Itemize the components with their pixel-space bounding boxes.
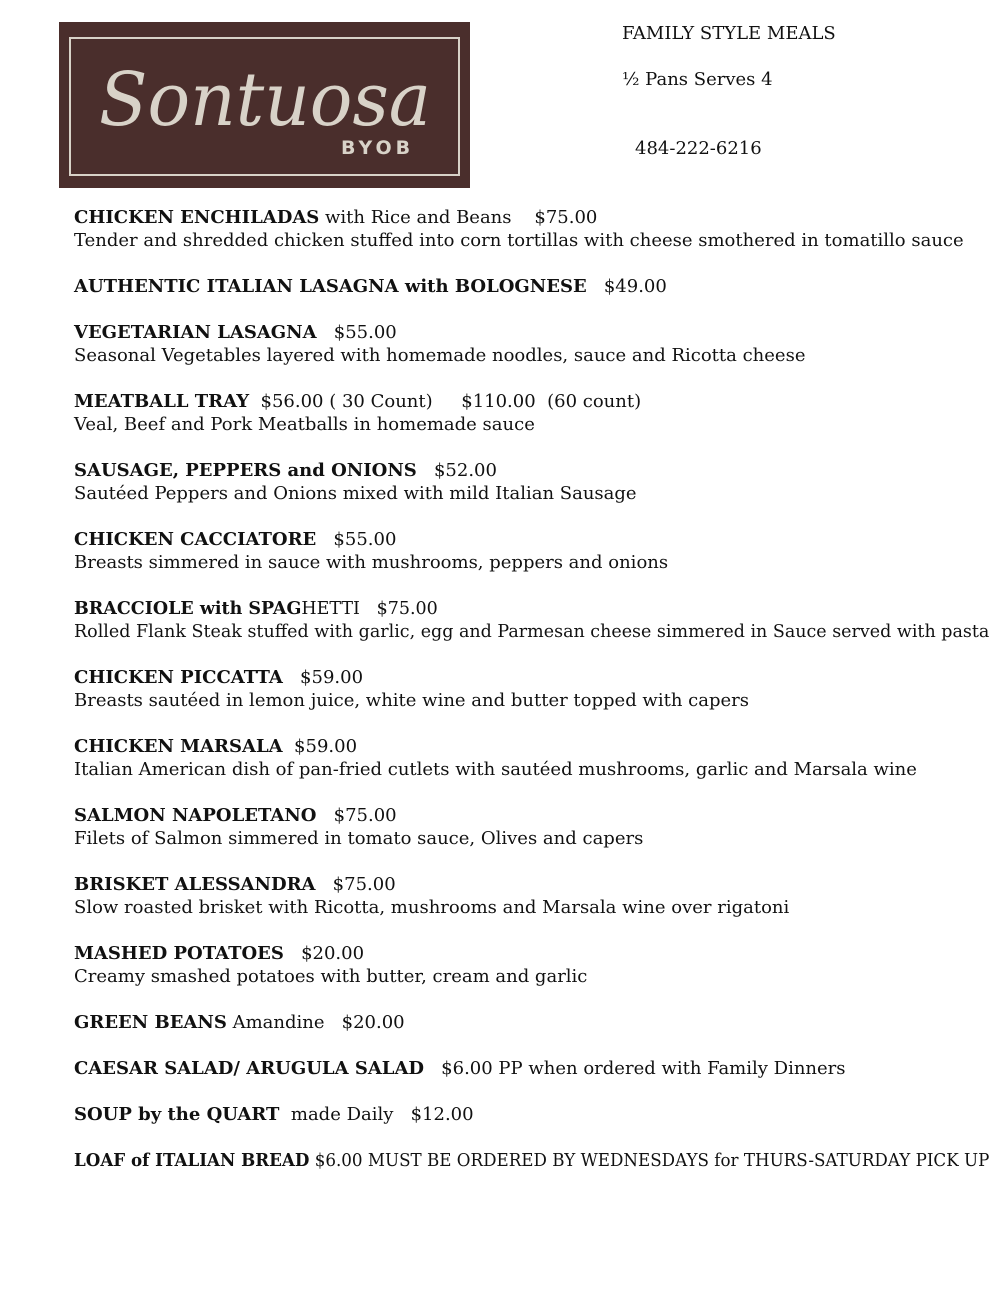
item-price: $49.00 (586, 276, 667, 297)
item-name: CAESAR SALAD/ ARUGULA SALAD (74, 1058, 425, 1079)
menu-item (74, 1011, 405, 1034)
item-price: $20.00 (283, 943, 365, 964)
menu-title: FAMILY STYLE MEALS (622, 23, 836, 44)
item-price: Amandine $20.00 (226, 1012, 405, 1033)
item-description: Rolled Flank Steak stuffed with garlic, egg and Parmesan cheese simmered in Sauce served with pasta (74, 621, 990, 642)
logo-wordmark: Sontuosa (99, 57, 431, 143)
item-description: Slow roasted brisket with Ricotta, mushrooms and Marsala wine over rigatoni (74, 897, 790, 918)
menu-item (74, 942, 587, 988)
menu-item (74, 873, 789, 919)
item-price: $59.00 (282, 667, 364, 688)
menu-item (74, 206, 964, 252)
item-name: CHICKEN MARSALA (74, 736, 283, 757)
menu-item (74, 804, 643, 850)
menu-item (74, 459, 637, 505)
item-description: Tender and shredded chicken stuffed into corn tortillas with cheese smothered in tomatillo sauce (74, 230, 964, 251)
item-name: BRACCIOLE with SPAG (74, 598, 302, 619)
item-description: Filets of Salmon simmered in tomato sauce, Olives and capers (74, 828, 644, 849)
menu-item (74, 321, 805, 367)
phone-number[interactable]: 484-222-6216 (635, 138, 762, 159)
menu-item (74, 735, 917, 781)
item-name: SAUSAGE, PEPPERS and ONIONS (74, 460, 417, 481)
item-name: SALMON NAPOLETANO (74, 805, 317, 826)
item-description: Sautéed Peppers and Onions mixed with mild Italian Sausage (74, 483, 637, 504)
item-name: MEATBALL TRAY (74, 391, 250, 412)
menu-item (74, 1103, 474, 1126)
item-description: Breasts simmered in sauce with mushrooms, peppers and onions (74, 552, 669, 573)
item-description: Seasonal Vegetables layered with homemade noodles, sauce and Ricotta cheese (74, 345, 806, 366)
item-name: MASHED POTATOES (74, 943, 284, 964)
item-description: Breasts sautéed in lemon juice, white wine and butter topped with capers (74, 690, 749, 711)
menu-item (74, 528, 668, 574)
menu-item (74, 1149, 989, 1172)
item-price: $6.00 MUST BE ORDERED BY WEDNESDAYS for THURS-SATURDAY PICK UP (309, 1150, 990, 1171)
item-name: CHICKEN CACCIATORE (74, 529, 317, 550)
item-name: BRISKET ALESSANDRA (74, 874, 316, 895)
item-price: $75.00 (315, 874, 396, 895)
item-name: SOUP by the QUART (74, 1104, 280, 1125)
item-name: AUTHENTIC ITALIAN LASAGNA with BOLOGNESE (74, 276, 587, 297)
item-price: $55.00 (316, 322, 397, 343)
item-price: $52.00 (416, 460, 497, 481)
item-description: Creamy smashed potatoes with butter, cream and garlic (74, 966, 588, 987)
logo-wordmark-graphic (59, 22, 470, 188)
item-price: with Rice and Beans $75.00 (319, 207, 598, 228)
sontuosa-logo (59, 22, 470, 188)
menu-item (74, 597, 989, 643)
menu-item (74, 390, 641, 436)
item-price: HETTI $75.00 (301, 598, 438, 619)
item-price: made Daily $12.00 (279, 1104, 474, 1125)
item-name: GREEN BEANS (74, 1012, 227, 1033)
item-price: $75.00 (316, 805, 397, 826)
item-price: $55.00 (316, 529, 397, 550)
item-description: Veal, Beef and Pork Meatballs in homemade sauce (74, 414, 535, 435)
item-name: LOAF of ITALIAN BREAD (74, 1150, 310, 1171)
item-price: $56.00 ( 30 Count) $110.00 (60 count) (249, 391, 642, 412)
item-description: Italian American dish of pan-fried cutlets with sautéed mushrooms, garlic and Marsala wine (74, 759, 917, 780)
item-name: CHICKEN ENCHILADAS (74, 207, 320, 228)
item-name: CHICKEN PICCATTA (74, 667, 283, 688)
menu-item (74, 275, 667, 298)
serving-size: ½ Pans Serves 4 (622, 69, 773, 90)
item-price: $6.00 PP when ordered with Family Dinners (424, 1058, 846, 1079)
menu-item (74, 1057, 846, 1080)
item-price: $59.00 (282, 736, 358, 757)
menu-item (74, 666, 749, 712)
logo-byob: BYOB (341, 137, 415, 159)
item-name: VEGETARIAN LASAGNA (74, 322, 317, 343)
